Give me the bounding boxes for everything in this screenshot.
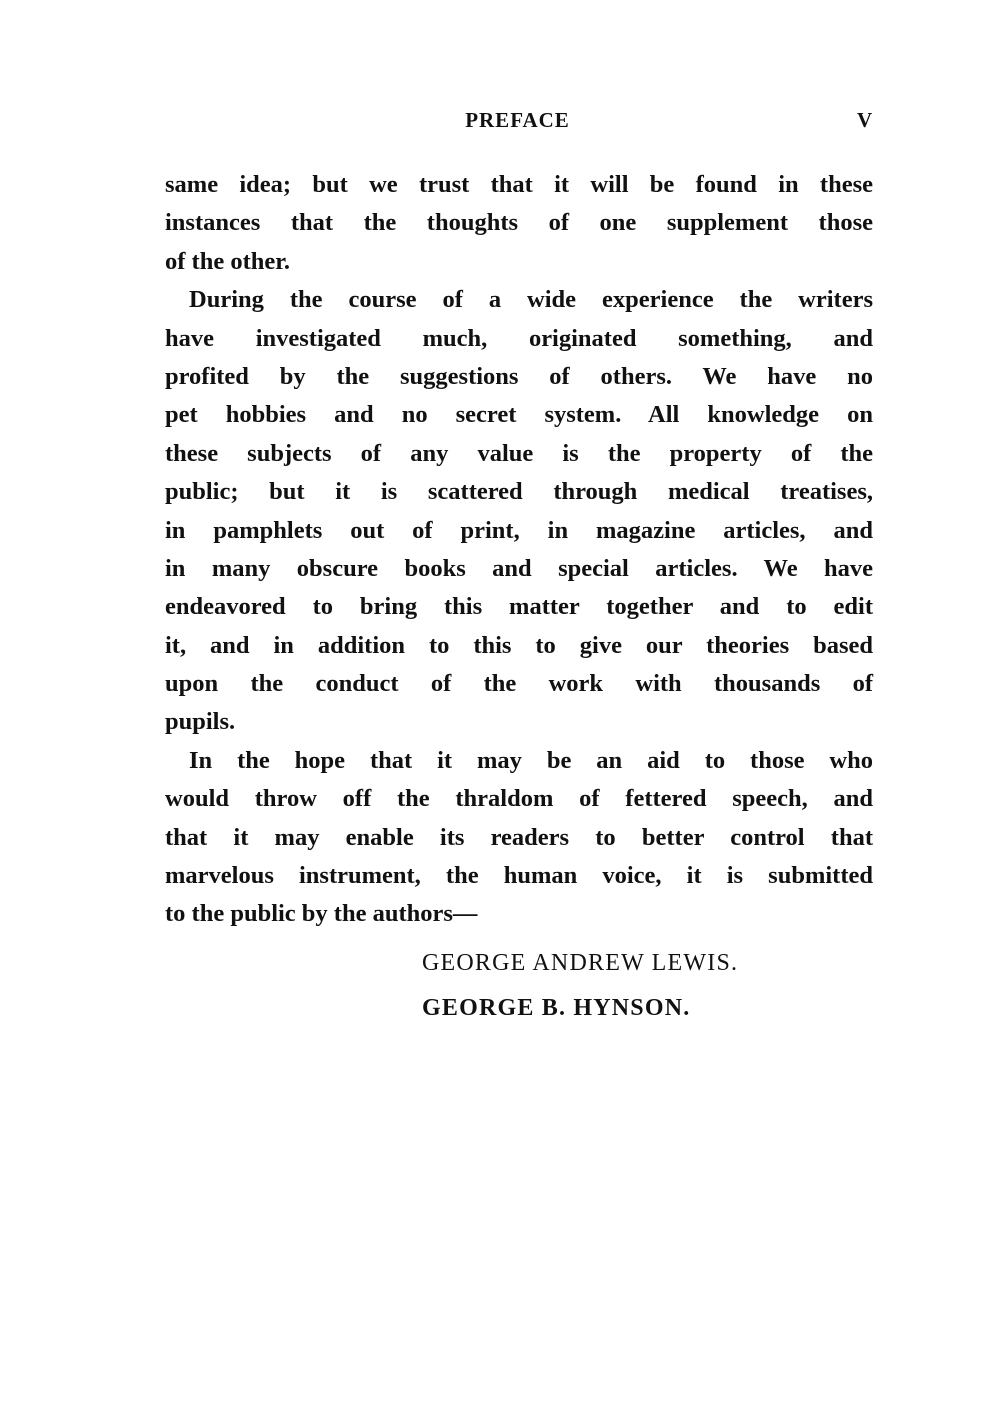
text-line: same idea; but we trust that it will be found in these <box>165 171 873 198</box>
text-line: it, and in addition to this to give our theories based <box>165 631 873 659</box>
text-line: marvelous instrument, the human voice, it is submitted <box>165 862 873 890</box>
text-line: instances that the thoughts of one supplement those <box>165 209 873 237</box>
signature-hynson: GEORGE B. HYNSON. <box>422 995 691 1021</box>
text-line: would throw off the thraldom of fettered speech, and <box>165 785 873 813</box>
text-line: these subjects of any value is the property of the <box>165 439 873 467</box>
text-line: endeavored to bring this matter together and to edit <box>165 593 873 621</box>
text-line: that it may enable its readers to better control that <box>165 823 873 851</box>
text-line: pet hobbies and no secret system. All knowledge on <box>165 401 873 429</box>
signature-lewis: GEORGE ANDREW LEWIS. <box>422 950 739 976</box>
text-line: profited by the suggestions of others. We have no <box>165 362 873 390</box>
text-line: public; but it is scattered through medical treatises, <box>165 478 873 506</box>
text-line: of the other. <box>165 247 290 275</box>
text-line: in pamphlets out of print, in magazine articles, and <box>165 516 873 544</box>
page-number: V <box>857 108 874 132</box>
text-line: pupils. <box>165 708 236 736</box>
text-line: In the hope that it may be an aid to those who <box>189 746 873 774</box>
text-line: in many obscure books and special articles. We have <box>165 554 873 582</box>
preface-text <box>165 166 873 934</box>
text-line: upon the conduct of the work with thousands of <box>165 670 873 698</box>
text-line: to the public by the authors— <box>165 900 478 928</box>
text-line: During the course of a wide experience the writers <box>189 286 873 314</box>
running-header-title: PREFACE <box>465 108 570 132</box>
text-line: have investigated much, originated something, and <box>165 324 873 352</box>
